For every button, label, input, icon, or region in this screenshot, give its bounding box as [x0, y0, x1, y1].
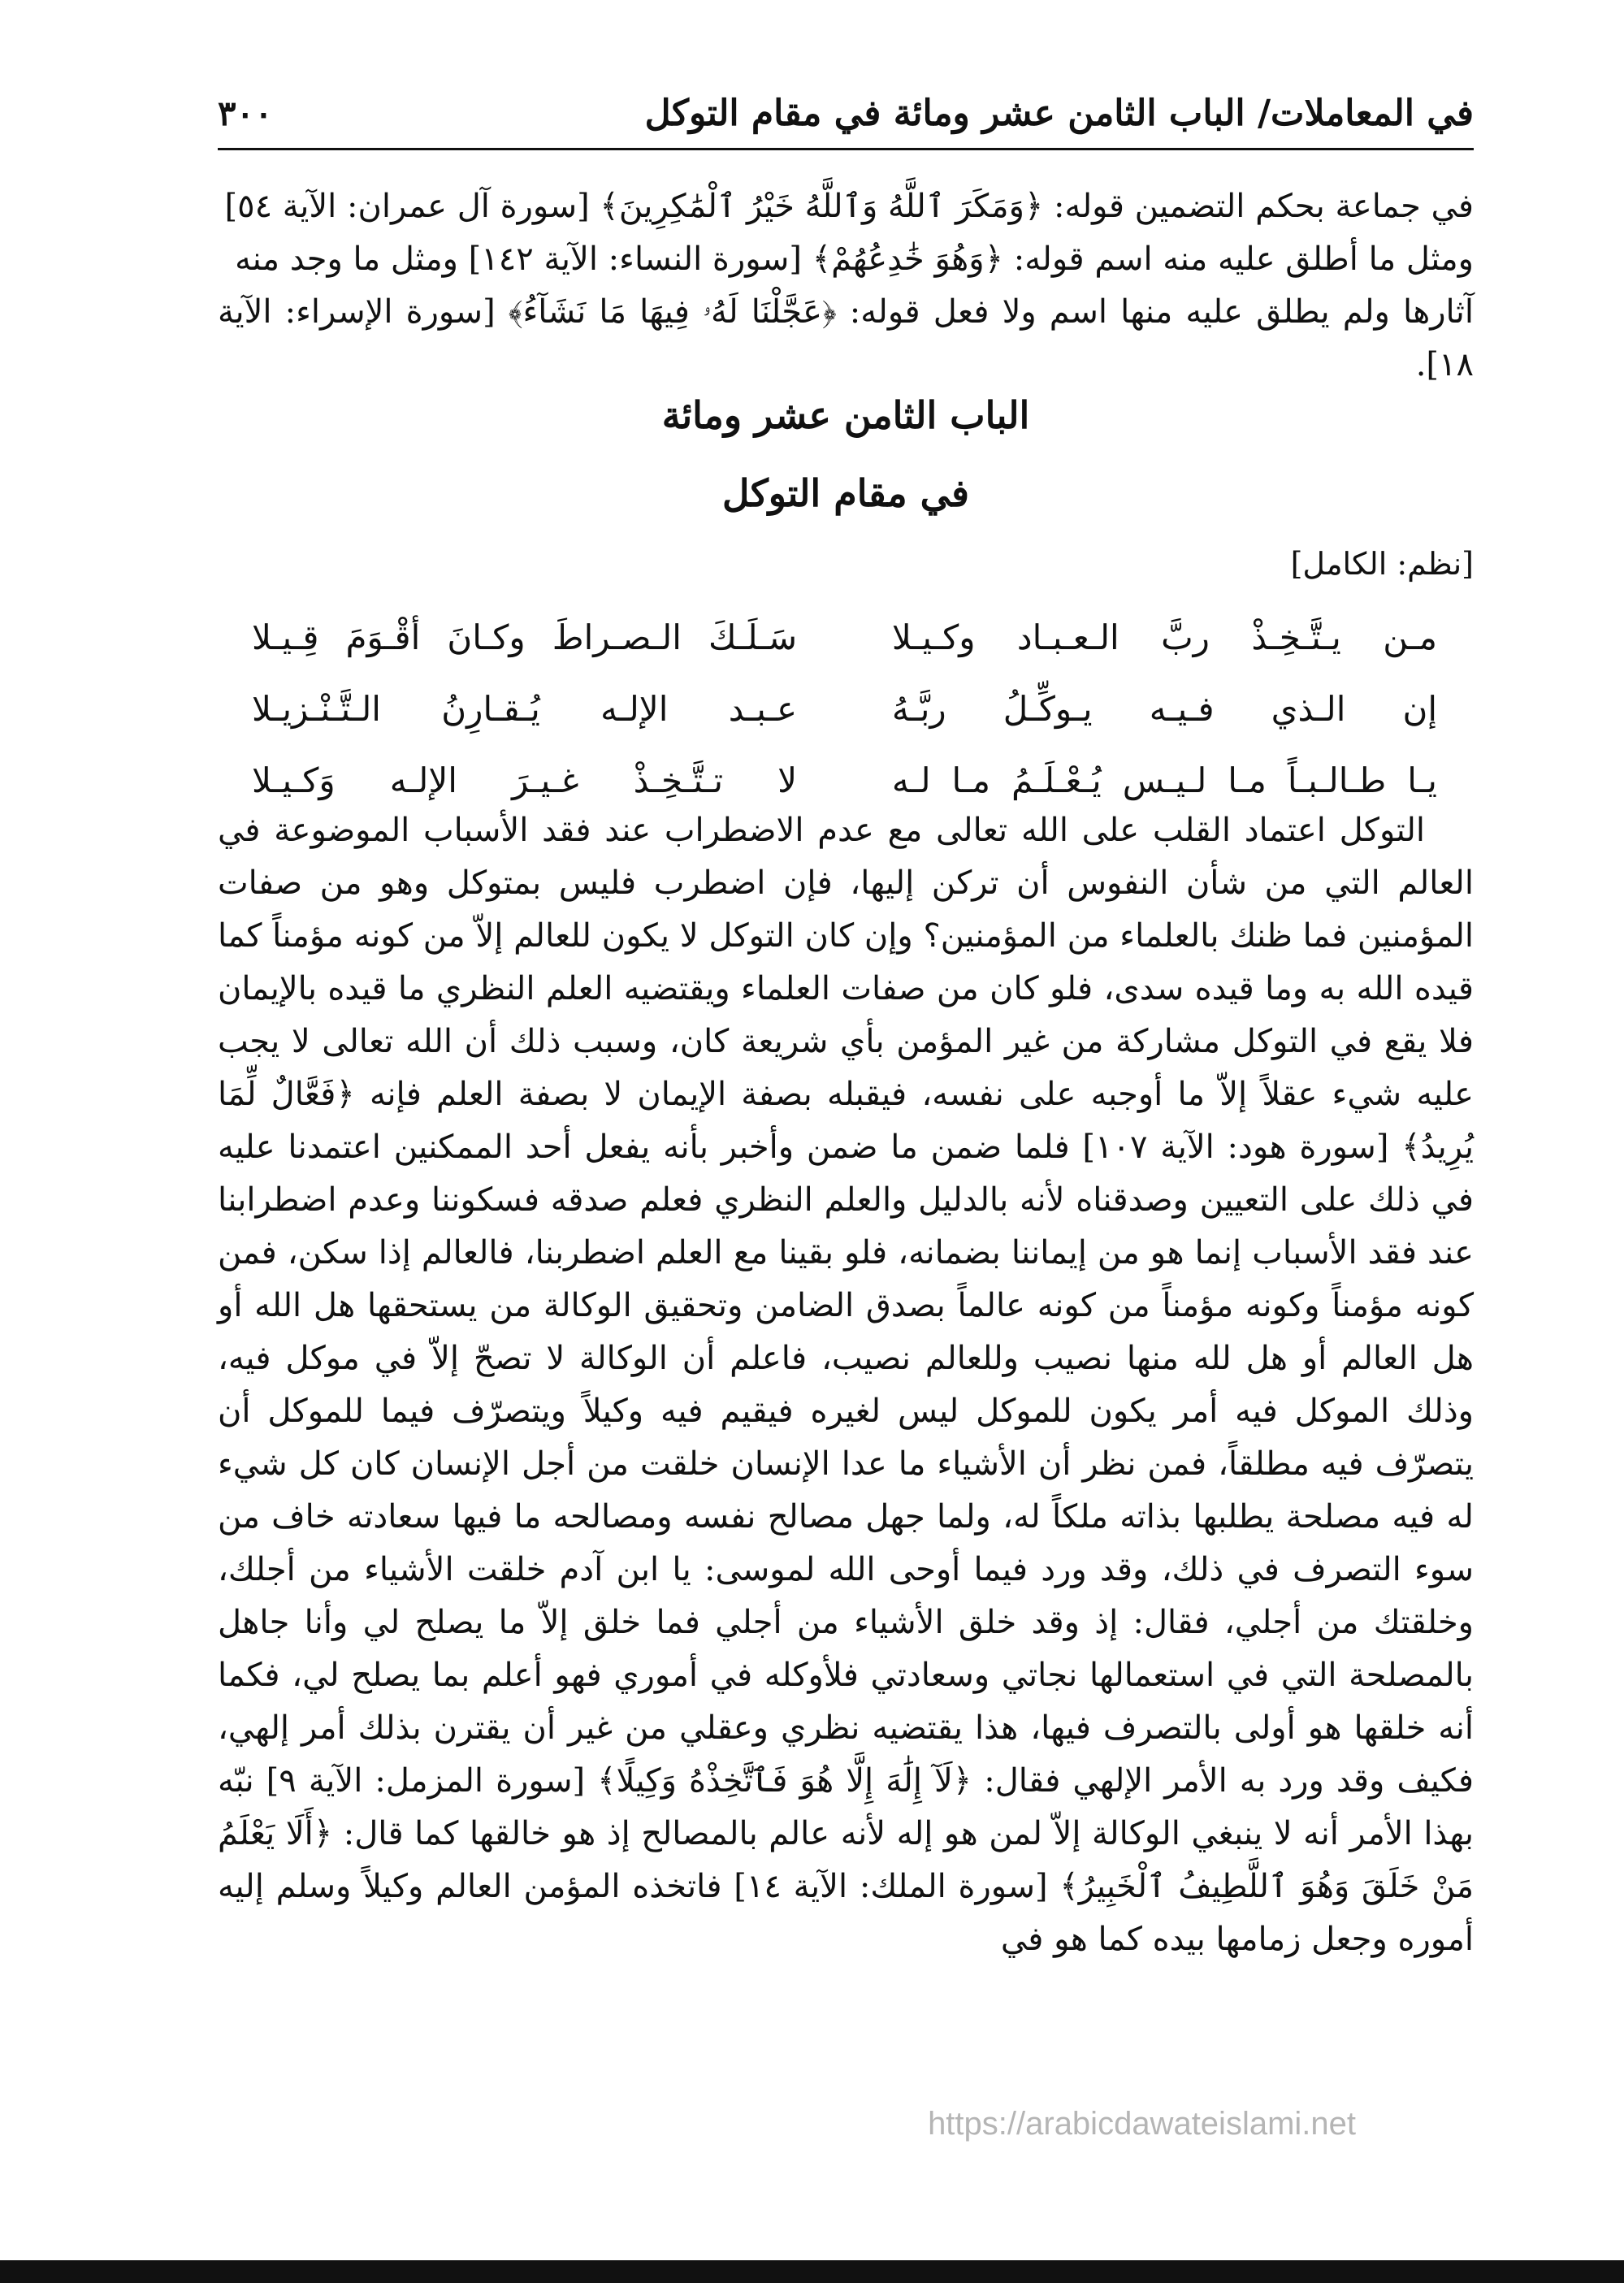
main-paragraph: [218, 804, 1474, 1966]
intro-line: آثارها ولم يطلق عليه منها اسم ولا فعل قوله: ﴿عَجَّلْنَا لَهُۥ فِيهَا مَا نَشَآءُ﴾ [سورة الإسراء: الآية ١٨].: [218, 293, 1474, 383]
watermark-url: https://arabicdawateislami.net: [928, 2106, 1356, 2142]
verse-second-hemistich: عـبـد الإلـه يُـقـارِنُ الـتَّـنْـزيـلا: [252, 688, 798, 729]
intro-line: ومثل ما أطلق عليه منه اسم قوله: ﴿وَهُوَ خَٰدِعُهُمْ﴾ [سورة النساء: الآية ١٤٢] ومثل ما وجد منه: [235, 240, 1474, 278]
verse-first-hemistich: إن الـذي فـيـه يـوكِّـلُ ربَّـهُ: [891, 688, 1437, 729]
main-paragraph-text: التوكل اعتماد القلب على الله تعالى مع عدم الاضطراب عند فقد الأسباب الموضوعة في العالم التي من شأن النفوس أن تركن إليها، فإن اضطرب فليس بمتوكل وهو من صفات المؤمنين فما ظنك بالعلماء من المؤمنين؟ وإن كان التوكل لا يكون للعالم إلاّ من كونه مؤمناً كما قيده الله به وما قيده سدى، فلو كان من صفات العلماء ويقتضيه العلم النظري ما قيده بالإيمان فلا يقع في التوكل مشاركة من غير المؤمن بأي شريعة كان، وسبب ذلك أن الله تعالى لا يجب عليه شيء عقلاً إلاّ ما أوجبه على نفسه، فيقبله بصفة الإيمان لا بصفة العلم فإنه ﴿فَعَّالٌ لِّمَا يُرِيدُ﴾ [سورة هود: الآية ١٠٧] فلما ضمن ما ضمن وأخبر بأنه يفعل أحد الممكنين اعتمدنا عليه في ذلك على التعيين وصدقناه لأنه بالدليل والعلم النظري فعلم صدقه فسكوننا وعدم اضطرابنا عند فقد الأسباب إنما هو من إيماننا بضمانه، فلو بقينا مع العلم اضطربنا، فالعالم إذا سكن، فمن كونه مؤمناً وكونه مؤمناً من كونه عالماً بصدق الضامن وتحقيق الوكالة من يستحقها هل الله أو هل العالم أو هل لله منها نصيب وللعالم نصيب، فاعلم أن الوكالة لا تصحّ إلاّ في موكل فيه، وذلك الموكل فيه أمر يكون للموكل ليس لغيره فيقيم فيه وكيلاً ويتصرّف فيما للموكل أن يتصرّف فيه مطلقاً، فمن نظر أن الأشياء ما عدا الإنسان خلقت من أجل الإنسان كان كل شيء له فيه مصلحة يطلبها بذاته ملكاً له، ولما جهل مصالح نفسه ومصالحه ما فيها سعادته خاف من سوء التصرف في ذلك، وقد ورد فيما أوحى الله لموسى: يا ابن آدم خلقت الأشياء من أجلك، وخلقتك من أجلي، فقال: إذ وقد خلق الأشياء من أجلي فما خلق إلاّ ما يصلح لي وأنا جاهل بالمصلحة التي في استعمالها نجاتي وسعادتي فلأوكله في أموري فهو أعلم بما يصلح لي، فكما أنه خلقها هو أولى بالتصرف فيها، هذا يقتضيه نظري وعقلي من غير أن يقترن بذلك أمر إلهي، فكيف وقد ورد به الأمر الإلهي فقال: ﴿لَآ إِلَٰهَ إِلَّا هُوَ فَٱتَّخِذْهُ وَكِيلًا﴾ [سورة المزمل: الآية ٩] نبّه بهذا الأمر أنه لا ينبغي الوكالة إلاّ لمن هو إله لأنه عالم بالمصالح إذ هو خالقها كما قال: ﴿أَلَا يَعْلَمُ مَنْ خَلَقَ وَهُوَ ٱللَّطِيفُ ٱلْخَبِيرُ﴾ [سورة الملك: الآية ١٤] فاتخذه المؤمن العالم وكيلاً وسلم إليه أموره وجعل زمامها بيده كما هو في: [218, 812, 1475, 1958]
verse-second-hemistich: لا تـتَّـخِـذْ غـيـرَ الإلـه وَكـيـلا: [252, 760, 798, 800]
scan-bottom-border: [0, 2260, 1624, 2283]
intro-paragraph: [218, 180, 1474, 392]
header-divider: [218, 148, 1474, 150]
poem-meter-label: [نظم: الكامل]: [1290, 546, 1474, 582]
verse-first-hemistich: مـن يـتَّـخِـذْ ربَّ الـعـبـاد وكـيـلا: [891, 617, 1437, 657]
running-header-title: في المعاملات/ الباب الثامن عشر ومائة في مقام التوكل: [644, 92, 1474, 134]
intro-line: في جماعة بحكم التضمين قوله: ﴿وَمَكَرَ ٱللَّهُ وَٱللَّهُ خَيْرُ ٱلْمَٰكِرِينَ﴾ [سورة آل عمران: الآية ٥٤]: [224, 188, 1474, 225]
poem-verse: [252, 601, 1437, 673]
running-header: [218, 81, 1474, 145]
verse-second-hemistich: سَـلَـكَ الـصـراطَ وكـانَ أقْـوَمَ قِـيـلا: [252, 617, 798, 657]
page-number: ٣٠٠: [218, 93, 273, 133]
chapter-subtitle: في مقام التوكل: [722, 471, 969, 515]
poem: [252, 601, 1437, 816]
chapter-title: الباب الثامن عشر ومائة: [661, 393, 1030, 437]
poem-verse: [252, 673, 1437, 744]
verse-first-hemistich: يـا طـالـبـاً مـا لـيـس يُـعْـلَـمُ مـا لـه: [891, 760, 1437, 800]
